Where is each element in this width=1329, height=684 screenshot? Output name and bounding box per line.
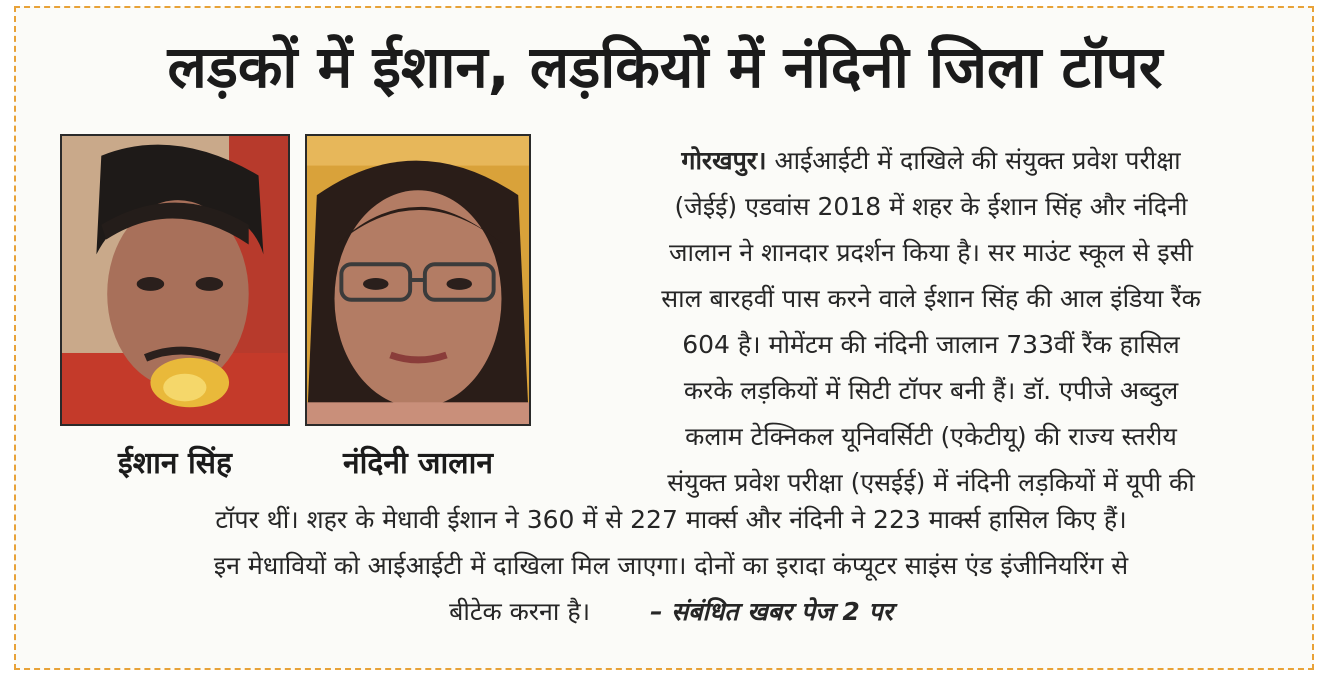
article-line: साल बारहवीं पास करने वाले ईशान सिंह की आल इंडिया रैंक <box>661 284 1201 313</box>
related-news-note: – संबंधित खबर पेज 2 पर <box>650 597 893 626</box>
article-line: इन मेधावियों को आईआईटी में दाखिला मिल जाएगा। दोनों का इरादा कंप्यूटर साइंस एंड इंजीनियरिंग से <box>213 551 1129 580</box>
article-line: संयुक्त प्रवेश परीक्षा (एसईई) में नंदिनी लड़कियों में यूपी की <box>667 468 1195 497</box>
headline: लड़कों में ईशान, लड़कियों में नंदिनी जिला टॉपर <box>167 33 1163 101</box>
article-last-line: बीटेक करना है। – संबंधित खबर पेज 2 पर <box>449 597 893 626</box>
photo-nandini-jalan <box>305 134 531 426</box>
article-line: कलाम टेक्निकल यूनिवर्सिटी (एकेटीयू) की राज्य स्तरीय <box>685 422 1177 451</box>
article-line: टॉपर थीं। शहर के मेधावी ईशान ने 360 में से 227 मार्क्स और नंदिनी ने 223 मार्क्स हासिल किए हैं। <box>215 505 1127 534</box>
caption-nandini-jalan: नंदिनी जालान <box>342 446 493 481</box>
article-line: 604 है। मोमेंटम की नंदिनी जालान 733वीं रैंक हासिल <box>682 330 1180 359</box>
article-body-column <box>560 138 1302 506</box>
photo-ishan-singh <box>60 134 290 426</box>
article-line: गोरखपुर। आईआईटी में दाखिले की संयुक्त प्रवेश परीक्षा <box>681 146 1181 175</box>
caption-ishan-singh: ईशान सिंह <box>118 446 232 481</box>
article-line: (जेईई) एडवांस 2018 में शहर के ईशान सिंह और नंदिनी <box>674 192 1188 221</box>
article-body-wide <box>40 497 1302 635</box>
dateline: गोरखपुर। <box>681 146 767 175</box>
article-line: जालान ने शानदार प्रदर्शन किया है। सर माउंट स्कूल से इसी <box>668 238 1194 267</box>
article-line: करके लड़कियों में सिटी टॉपर बनी हैं। डॉ. एपीजे अब्दुल <box>683 376 1179 405</box>
